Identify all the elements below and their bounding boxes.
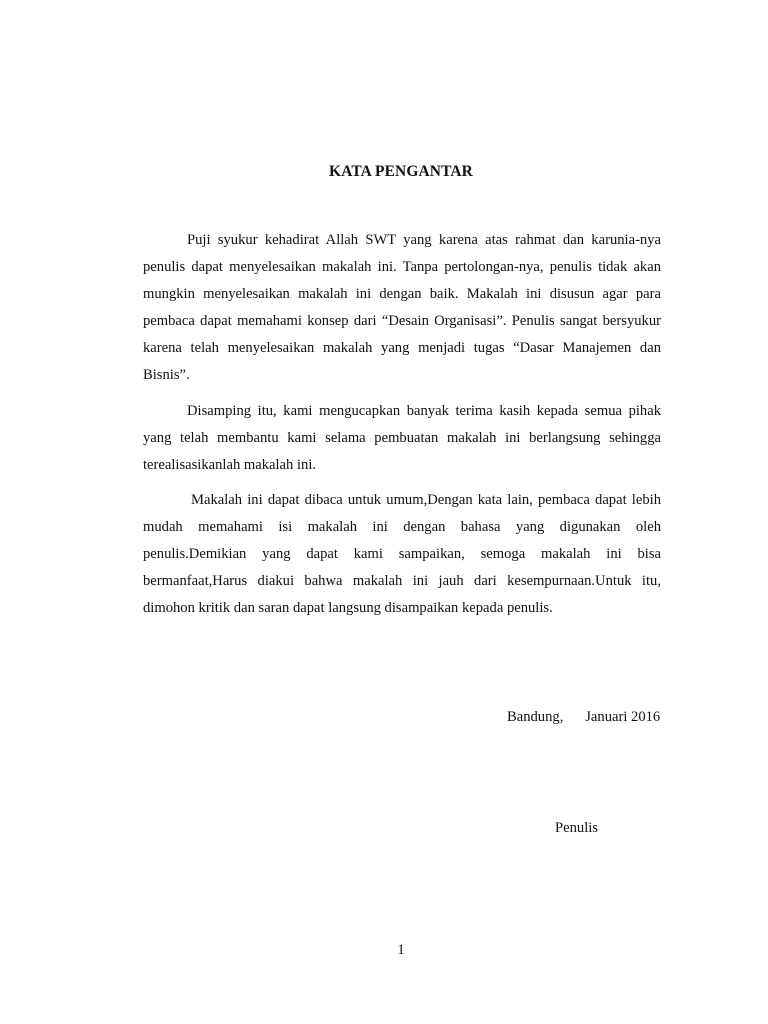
paragraph-1-text: Puji syukur kehadirat Allah SWT yang karena atas rahmat dan karunia-nya penulis dapat menyelesaikan makalah ini. Tanpa pertolongan-nya, penulis tidak akan mungkin menyelesaikan makalah ini dengan baik. Makalah ini disusun agar para pembaca dapat memahami konsep dari “Desain Organisasi”. Penulis sangat bersyukur karena telah menyelesaikan makalah yang menjadi tugas “Dasar Manajemen dan Bisnis”. — [143, 232, 661, 383]
page-number: 1 — [397, 942, 405, 958]
paragraph-3 — [143, 487, 661, 622]
document-title: KATA PENGANTAR — [329, 163, 473, 180]
signer-name: Penulis — [555, 820, 598, 836]
paragraph-1 — [143, 227, 661, 388]
paragraph-3-text: Makalah ini dapat dibaca untuk umum,Dengan kata lain, pembaca dapat lebih mudah memahami isi makalah ini dengan bahasa yang digunakan oleh penulis.Demikian yang dapat kami sampaikan, semoga makalah ini bisa bermanfaat,Harus diakui bahwa makalah ini jauh dari kesempurnaan.Untuk itu, dimohon kritik dan saran dapat langsung disampaikan kepada penulis. — [143, 492, 661, 616]
paragraph-2 — [143, 398, 661, 479]
paragraph-2-text: Disamping itu, kami mengucapkan banyak terima kasih kepada semua pihak yang telah membantu kami selama pembuatan makalah ini berlangsung sehingga terealisasikanlah makalah ini. — [143, 403, 661, 473]
place-and-date: Bandung, Januari 2016 — [507, 709, 661, 725]
